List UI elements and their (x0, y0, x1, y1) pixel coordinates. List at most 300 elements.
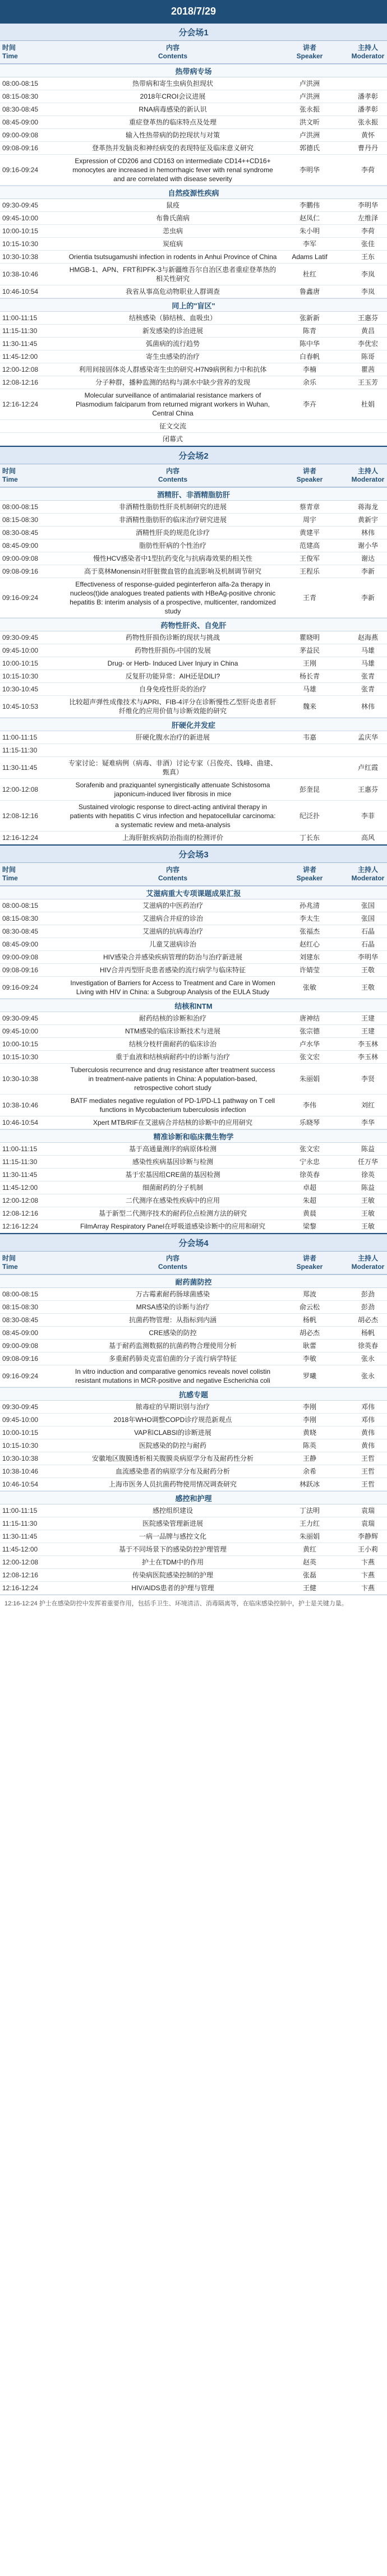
speaker-cell: 李军 (302, 240, 316, 248)
agenda-row (0, 142, 387, 155)
agenda-row (0, 744, 387, 757)
content-cell: 安徽地区腹膜透析相关腹膜炎病原学分布及耐药性分析 (91, 1455, 254, 1462)
speaker-cell: 王静 (302, 1455, 316, 1462)
content-cell: 抗菌药物管理：从指标到内涵 (128, 1316, 216, 1324)
moderator-cell: 王东 (361, 253, 375, 261)
speaker-cell: 许婧莹 (299, 966, 320, 974)
content-cell: 高于莫林Monensin对肝脏微血管的血流影响及机制调节研究 (84, 567, 262, 575)
time-cell: 12:16-12:24 (2, 1222, 39, 1230)
moderator-cell: 王敏 (361, 1222, 375, 1230)
content-cell: 脂肪性肝病的个性治疗 (139, 542, 206, 550)
content-cell: Orientia tsutsugamushi infection in rodents in Anhui Province of China (68, 253, 277, 261)
moderator-cell: 李岚 (361, 288, 375, 296)
moderator-cell: 黄伟 (361, 1442, 375, 1449)
content-cell: 血流感染患者的病原学分布及耐药分析 (115, 1467, 230, 1475)
moderator-cell: 潘孝彰 (357, 93, 378, 100)
moderator-cell: 卞燕 (361, 1571, 375, 1579)
speaker-cell: 韦嘉 (302, 733, 316, 741)
agenda-row (0, 683, 387, 696)
time-cell: 11:30-11:45 (2, 340, 38, 348)
agenda-row (0, 1517, 387, 1530)
speaker-cell: 王刚 (302, 659, 316, 667)
time-cell: 09:45-10:00 (2, 214, 39, 222)
time-cell: 09:30-09:45 (2, 1014, 39, 1022)
moderator-cell: 王建 (361, 1027, 375, 1035)
speaker-cell: 魏来 (302, 703, 316, 710)
content-cell: 儿童艾滋病诊治 (149, 940, 196, 948)
agenda-row (0, 1051, 387, 1064)
speaker-cell: 张敏 (302, 984, 316, 991)
time-cell: 08:00-08:15 (2, 80, 39, 87)
header-time: 时间 Time (2, 467, 18, 483)
speaker-cell: 李太生 (299, 915, 320, 922)
time-cell: 09:30-09:45 (2, 1403, 39, 1411)
time-cell: 09:00-09:08 (2, 1342, 39, 1350)
speaker-cell: 李敏 (302, 1355, 316, 1363)
moderator-cell: 李新 (361, 594, 375, 602)
moderator-cell: 李明华 (357, 953, 378, 961)
speaker-cell: 郑波 (302, 1290, 316, 1298)
session-title: 酒精肝、非酒精脂肪肝 (0, 487, 387, 501)
speaker-cell: 张文宏 (299, 1145, 320, 1153)
content-cell: 细菌耐药的分子机制 (142, 1184, 203, 1192)
speaker-cell: 范建高 (299, 542, 320, 550)
agenda-row (0, 376, 387, 389)
speaker-cell: 王力红 (299, 1520, 320, 1527)
time-cell: 08:15-08:30 (2, 915, 39, 922)
header-moderator: 主持人 Moderator (351, 467, 385, 483)
agenda-row (0, 1116, 387, 1129)
speaker-cell: 杜红 (302, 270, 316, 278)
time-cell: 10:30-10:38 (2, 253, 39, 261)
agenda-row (0, 1012, 387, 1025)
time-cell: 09:00-09:08 (2, 555, 39, 562)
speaker-cell: 张永振 (299, 105, 320, 113)
moderator-cell: 徐英春 (357, 1342, 378, 1350)
time-cell: 09:45-10:00 (2, 1416, 39, 1424)
session-title: 肝硬化并发症 (0, 718, 387, 731)
agenda-row (0, 1414, 387, 1427)
header-speaker: 讲者 Speaker (296, 866, 323, 882)
speaker-cell: 赵红心 (299, 940, 320, 948)
speaker-cell (279, 744, 340, 756)
session-title: 抗感专题 (0, 1387, 387, 1401)
speaker-cell: 郭德氏 (299, 144, 320, 152)
agenda-row (0, 77, 387, 90)
content-cell: 酒精性肝炎的规范化诊疗 (135, 529, 210, 537)
agenda-row (0, 1582, 387, 1595)
agenda-row (0, 1504, 387, 1517)
content-cell: 感染性疾病基因诊断与检测 (132, 1158, 213, 1166)
moderator-cell: 谢达 (361, 555, 375, 562)
time-cell: 10:00-10:15 (2, 227, 39, 235)
content-cell: 重于血液和结核病耐药中的诊断与治疗 (115, 1053, 230, 1061)
moderator-cell: 张青 (361, 672, 375, 680)
content-cell: 二代测序在感染性疾病中的应用 (125, 1197, 220, 1204)
agenda-row (0, 1181, 387, 1194)
moderator-cell: 张国 (361, 902, 375, 910)
speaker-cell: 乐晓琴 (299, 1119, 320, 1127)
agenda-row (0, 225, 387, 238)
speaker-cell: 赵凤仁 (299, 214, 320, 222)
speaker-cell: 瞿晓明 (299, 634, 320, 641)
content-cell: 艾滋病的中医药治疗 (142, 902, 203, 910)
agenda-row (0, 1025, 387, 1038)
agenda-row (0, 238, 387, 251)
time-cell: 09:00-09:08 (2, 131, 39, 139)
speaker-cell: 陈中华 (299, 340, 320, 348)
content-cell: HIV/AIDS患者的护理与管理 (131, 1584, 214, 1592)
speaker-cell: 张新新 (299, 314, 320, 322)
speaker-cell: 李卉 (302, 400, 316, 408)
time-cell: 12:08-12:16 (2, 378, 39, 386)
content-cell: Investigation of Barriers for Access to Treatment and Care in Women Living with HIV in China: a Subgroup Analysis of the EULA Study (70, 979, 275, 996)
speaker-cell: 白春帆 (299, 353, 320, 361)
moderator-cell: 王敏 (361, 1209, 375, 1217)
content-cell: 基于高通量测序的病原体检测 (128, 1145, 216, 1153)
speaker-cell: 李明华 (299, 166, 320, 174)
speaker-cell: 张文宏 (299, 1053, 320, 1061)
content-cell: 征文交流 (159, 422, 186, 430)
speaker-cell: 胡必杰 (299, 1329, 320, 1337)
content-cell: 艾滋病的抗病毒治疗 (142, 927, 203, 935)
table-header (0, 464, 387, 487)
speaker-cell: 杨帆 (302, 1316, 316, 1324)
speaker-cell: 徐英春 (299, 1171, 320, 1179)
moderator-cell: 赵海燕 (357, 634, 378, 641)
speaker-cell: 黄建平 (299, 529, 320, 537)
time-cell: 10:15-10:30 (2, 672, 39, 680)
agenda-row (0, 389, 387, 420)
agenda-row (0, 670, 387, 683)
session-title: 结核和NTM (0, 999, 387, 1012)
time-cell: 12:08-12:16 (2, 812, 39, 820)
agenda-row (0, 1465, 387, 1478)
time-cell: 10:46-10:54 (2, 1480, 39, 1488)
header-moderator: 主持人 Moderator (351, 1254, 385, 1271)
moderator-cell: 陈益 (361, 1145, 375, 1153)
content-cell: 2018年CROI会议进展 (140, 93, 206, 100)
moderator-cell (340, 433, 387, 445)
time-cell: 08:30-08:45 (2, 927, 39, 935)
agenda-row (0, 1038, 387, 1051)
speaker-cell: 陈青 (302, 327, 316, 335)
agenda-row (0, 578, 387, 618)
agenda-row (0, 129, 387, 142)
moderator-cell: 曹丹丹 (357, 144, 378, 152)
speaker-cell: 卢洪洲 (299, 93, 320, 100)
time-cell: 10:30-10:38 (2, 1455, 39, 1462)
content-cell: NTM感染的临床诊断技术与进展 (125, 1027, 220, 1035)
agenda-row (0, 264, 387, 285)
content-cell: 医院感染的防控与耐药 (139, 1442, 206, 1449)
moderator-cell: 孟庆华 (357, 733, 378, 741)
header-content: 内容 Contents (158, 467, 187, 483)
content-cell: 艾滋病合并症的诊治 (142, 915, 203, 922)
moderator-cell: 袁瑞 (361, 1507, 375, 1515)
speaker-cell: 黄晓 (302, 1429, 316, 1437)
moderator-cell (340, 744, 387, 756)
session-title: 艾滋病重大专项课题成果汇报 (0, 886, 387, 899)
time-cell: 10:15-10:30 (2, 240, 39, 248)
time-cell: 09:45-10:00 (2, 1027, 39, 1035)
speaker-cell (279, 420, 340, 432)
moderator-cell (340, 420, 387, 432)
agenda-row (0, 779, 387, 801)
header-speaker: 讲者 Speaker (296, 1254, 323, 1271)
content-cell: 上海肝脏疾病防治指南的检测评价 (122, 834, 223, 842)
agenda-row (0, 1543, 387, 1556)
content-cell: 非酒精性脂肪性肝炎机制研究的进展 (118, 503, 227, 511)
content-cell: 分子种群，播种监测的结构与湖水中缺少营养的发现 (95, 378, 250, 386)
content-cell: 热带病和寄生虫病负担现状 (132, 80, 213, 87)
time-cell: 09:08-09:16 (2, 1355, 39, 1363)
speaker-cell: 陈英 (302, 1442, 316, 1449)
header-moderator: 主持人 Moderator (351, 866, 385, 882)
content-cell: 耐药结核的诊断和治疗 (139, 1014, 206, 1022)
table-header (0, 1252, 387, 1275)
speaker-cell: 黄晨 (302, 1209, 316, 1217)
time-cell: 08:45-09:00 (2, 118, 39, 126)
speaker-cell: 余希 (302, 1467, 316, 1475)
session-title: 精准诊断和临床微生物学 (0, 1129, 387, 1143)
header-time: 时间 Time (2, 1254, 18, 1271)
content-cell: 输入性热带病的防控现状与对策 (125, 131, 220, 139)
time-cell: 10:00-10:15 (2, 1429, 39, 1437)
speaker-cell: 李伟 (302, 1101, 316, 1109)
time-cell: 09:16-09:24 (2, 984, 39, 991)
speaker-cell: 罗曦 (302, 1372, 316, 1380)
time-cell: 09:30-09:45 (2, 201, 39, 209)
moderator-cell: 左维泽 (357, 214, 378, 222)
time-cell: 10:30-10:38 (2, 1075, 39, 1083)
speaker-cell: 俞云松 (299, 1303, 320, 1311)
moderator-cell: 黄新宇 (357, 516, 378, 524)
time-cell: 09:16-09:24 (2, 594, 39, 602)
speaker-cell: 李刚 (302, 1416, 316, 1424)
moderator-cell: 马雄 (361, 647, 375, 654)
time-cell: 11:45-12:00 (2, 1545, 38, 1553)
time-cell: 11:15-11:30 (2, 327, 38, 335)
agenda-row (0, 199, 387, 212)
content-cell: 反复肝功能异常：AIH还是DILI? (125, 672, 220, 680)
time-cell: 12:08-12:16 (2, 1571, 39, 1579)
agenda-row (0, 1169, 387, 1181)
moderator-cell: 李菲 (361, 812, 375, 820)
moderator-cell: 卢红霞 (357, 764, 378, 772)
moderator-cell: 黄伟 (361, 1429, 375, 1437)
moderator-cell: 李静辉 (357, 1532, 378, 1540)
time-cell: 12:16-12:24 (2, 400, 39, 408)
speaker-cell: Adams Latif (292, 253, 328, 261)
date-text: 2018/7/29 (171, 5, 216, 17)
moderator-cell: 李玉林 (357, 1040, 378, 1048)
moderator-cell: 张国 (361, 915, 375, 922)
content-cell: FilmArray Respiratory Panel在呼吸道感染诊断中的应用和研究 (80, 1222, 266, 1230)
speaker-cell: 李刚 (302, 1403, 316, 1411)
moderator-cell: 王小莉 (357, 1545, 378, 1553)
moderator-cell: 王哲 (361, 1455, 375, 1462)
content-cell: 闭幕式 (162, 435, 183, 443)
moderator-cell: 李荷 (361, 227, 375, 235)
speaker-cell: 张磊 (302, 1571, 316, 1579)
speaker-cell: 刘建东 (299, 953, 320, 961)
moderator-cell: 李岚 (361, 270, 375, 278)
content-cell: VAP和CLABSI的诊断进展 (134, 1429, 211, 1437)
content-cell (66, 744, 279, 756)
content-cell: 药物性肝损伤-中国的发展 (135, 647, 211, 654)
time-cell: 11:00-11:15 (2, 1507, 38, 1515)
agenda-row (0, 757, 387, 779)
content-cell: Molecular surveillance of antimalarial resistance markers of Plasmodium falciparum from returned migrant workers in Wuhan, Central China (76, 391, 270, 417)
content-cell: In vitro induction and comparative genomics reveals novel colistin resistant mutations in MCR-positive and negative Escherichia coli (75, 1368, 271, 1384)
time-cell: 08:45-09:00 (2, 940, 39, 948)
agenda-row (0, 527, 387, 539)
moderator-cell: 李优宏 (357, 340, 378, 348)
agenda-row (0, 977, 387, 999)
moderator-cell: 刘红 (361, 1101, 375, 1109)
agenda-row (0, 325, 387, 338)
header-content: 内容 Contents (158, 1254, 187, 1271)
content-cell: 新发感染的诊治进展 (142, 327, 203, 335)
moderator-cell: 李华 (361, 1119, 375, 1127)
speaker-cell: 王健 (302, 1584, 316, 1592)
header-time: 时间 Time (2, 44, 18, 60)
session-title: 感控和护理 (0, 1491, 387, 1504)
agenda-row (0, 964, 387, 977)
content-cell: 专家讨论：疑难病例（病毒、非酒）讨论专家（吕俊亮、钱峰、曲建、甄真） (68, 759, 278, 776)
time-cell: 08:45-09:00 (2, 542, 39, 550)
moderator-cell: 王惠芬 (357, 786, 378, 793)
moderator-cell: 王敬 (361, 966, 375, 974)
time-cell: 12:08-12:16 (2, 1209, 39, 1217)
content-cell: 寄生虫感染的治疗 (145, 353, 200, 361)
speaker-cell: 卢洪洲 (299, 80, 320, 87)
moderator-cell: 王敏 (361, 1197, 375, 1204)
time-cell: 11:00-11:15 (2, 733, 38, 741)
moderator-cell: 张永振 (357, 118, 378, 126)
time-cell: 10:00-10:15 (2, 659, 39, 667)
speaker-cell: 纪泛扑 (299, 812, 320, 820)
time-cell: 11:15-11:30 (2, 1158, 38, 1166)
moderator-cell: 谢小华 (357, 542, 378, 550)
content-cell: 结核感染（肺结核、血吸虫） (128, 314, 216, 322)
moderator-cell: 彭劲 (361, 1303, 375, 1311)
content-cell: Sorafenib and praziquantel synergistically attenuate Schistosoma japonicum-induced liver fibrosis in mice (75, 781, 270, 798)
moderator-cell: 袁瑞 (361, 1520, 375, 1527)
date-header (0, 0, 387, 22)
speaker-cell: 张福杰 (299, 927, 320, 935)
agenda-row (0, 1452, 387, 1465)
time-cell: 08:45-09:00 (2, 1329, 39, 1337)
content-cell: Expression of CD206 and CD163 on intermediate CD14++CD16+ monocytes are increased in hemorrhagic fever with renal syndrome and are correlated with disease severity (72, 157, 273, 183)
agenda-row (0, 1427, 387, 1439)
speaker-cell: 唐神结 (299, 1014, 320, 1022)
content-cell: 慢性HCV感染者中1型抗药变化与抗病毒效果的相关性 (93, 555, 252, 562)
agenda-row (0, 1352, 387, 1365)
content-cell: Xpert MTB/RIF在艾滋病合并结核的诊断中的应用研究 (93, 1119, 252, 1127)
content-cell: 炭疽病 (162, 240, 183, 248)
moderator-cell: 李明华 (357, 201, 378, 209)
speaker-cell: 余乐 (302, 378, 316, 386)
agenda-row (0, 251, 387, 264)
agenda-row (0, 552, 387, 565)
speaker-cell: 卓超 (302, 1184, 316, 1192)
content-cell: 药物性肝损伤诊断的现状与挑战 (125, 634, 220, 641)
time-cell: 10:00-10:15 (2, 1040, 39, 1048)
agenda-row (0, 696, 387, 718)
agenda-row (0, 925, 387, 938)
agenda-row (0, 1301, 387, 1314)
agenda-row (0, 1220, 387, 1233)
agenda-row (0, 420, 387, 433)
agenda-row (0, 1530, 387, 1543)
moderator-cell: 王哲 (361, 1480, 375, 1488)
speaker-cell: 李楠 (302, 366, 316, 373)
speaker-cell: 杨长青 (299, 672, 320, 680)
content-cell: CRE感染的防控 (149, 1329, 197, 1337)
time-cell: 10:45-10:53 (2, 703, 39, 710)
agenda-row (0, 1095, 387, 1116)
agenda-row (0, 501, 387, 514)
speaker-cell: 马雄 (302, 685, 316, 693)
speaker-cell: 卢水华 (299, 1040, 320, 1048)
content-cell: 利用间接固体炎人群感染寄生虫的研究-H7N9病例和力中和抗体 (79, 366, 267, 373)
moderator-cell: 张佳 (361, 240, 375, 248)
moderator-cell: 高风 (361, 834, 375, 842)
moderator-cell: 陈益 (361, 1184, 375, 1192)
speaker-cell: 孙兆清 (299, 902, 320, 910)
content-cell: MRSA感染的诊断与治疗 (136, 1303, 210, 1311)
moderator-cell: 徐英 (361, 1171, 375, 1179)
moderator-cell: 李荷 (361, 166, 375, 174)
moderator-cell: 黄昌 (361, 327, 375, 335)
time-cell: 10:46-10:54 (2, 1119, 39, 1127)
moderator-cell: 陈哥 (361, 353, 375, 361)
content-cell: Tuberculosis recurrence and drug resistance after treatment success in treatment-naive patients in China: A population-based, retrospective cohort study (70, 1066, 275, 1092)
content-cell: 基于不同场景下的感染防控护理管理 (118, 1545, 227, 1553)
content-cell: 肝硬化腹水治疗的新进展 (135, 733, 210, 741)
content-cell: HMGB-1、APN、FRT和PFK-3与新疆维吾尔自治区患者重症登革热的相关性研究 (69, 266, 277, 283)
moderator-cell: 瞿茜 (361, 366, 375, 373)
content-cell: 比较超声弹性成像技术与APRI、FIB-4评分在诊断慢性乙型肝炎患者肝纤维化的应用价值与诊断效能的研究 (69, 698, 277, 715)
time-cell: 08:30-08:45 (2, 1316, 39, 1324)
moderator-cell: 李新 (361, 567, 375, 575)
agenda-row (0, 1194, 387, 1207)
content-cell: 护士在TDM中的作用 (142, 1558, 204, 1566)
agenda-row (0, 103, 387, 116)
content-cell: Sustained virologic response to direct-acting antiviral therapy in patients with hepatitis C virus infection and hepatocellular carcinoma: a systematic review and meta-analysis (70, 803, 276, 829)
time-cell: 11:00-11:15 (2, 314, 38, 322)
agenda-row (0, 338, 387, 350)
header-speaker: 讲者 Speaker (296, 467, 323, 483)
time-cell: 08:15-08:30 (2, 516, 39, 524)
time-cell: 10:15-10:30 (2, 1442, 39, 1449)
moderator-cell: 张青 (361, 685, 375, 693)
time-cell: 08:30-08:45 (2, 105, 39, 113)
forum-title: 分会场3 (0, 844, 387, 863)
agenda-row (0, 1569, 387, 1582)
agenda-row (0, 116, 387, 129)
time-cell: 12:16-12:24 (2, 1584, 39, 1592)
moderator-cell: 卞燕 (361, 1584, 375, 1592)
time-cell: 11:15-11:30 (2, 1520, 38, 1527)
time-cell: 09:08-09:16 (2, 567, 39, 575)
speaker-cell: 王程乐 (299, 567, 320, 575)
agenda-row (0, 1314, 387, 1327)
content-cell: 脓毒症的早期识别与治疗 (135, 1403, 210, 1411)
time-cell: 11:00-11:15 (2, 1145, 38, 1153)
